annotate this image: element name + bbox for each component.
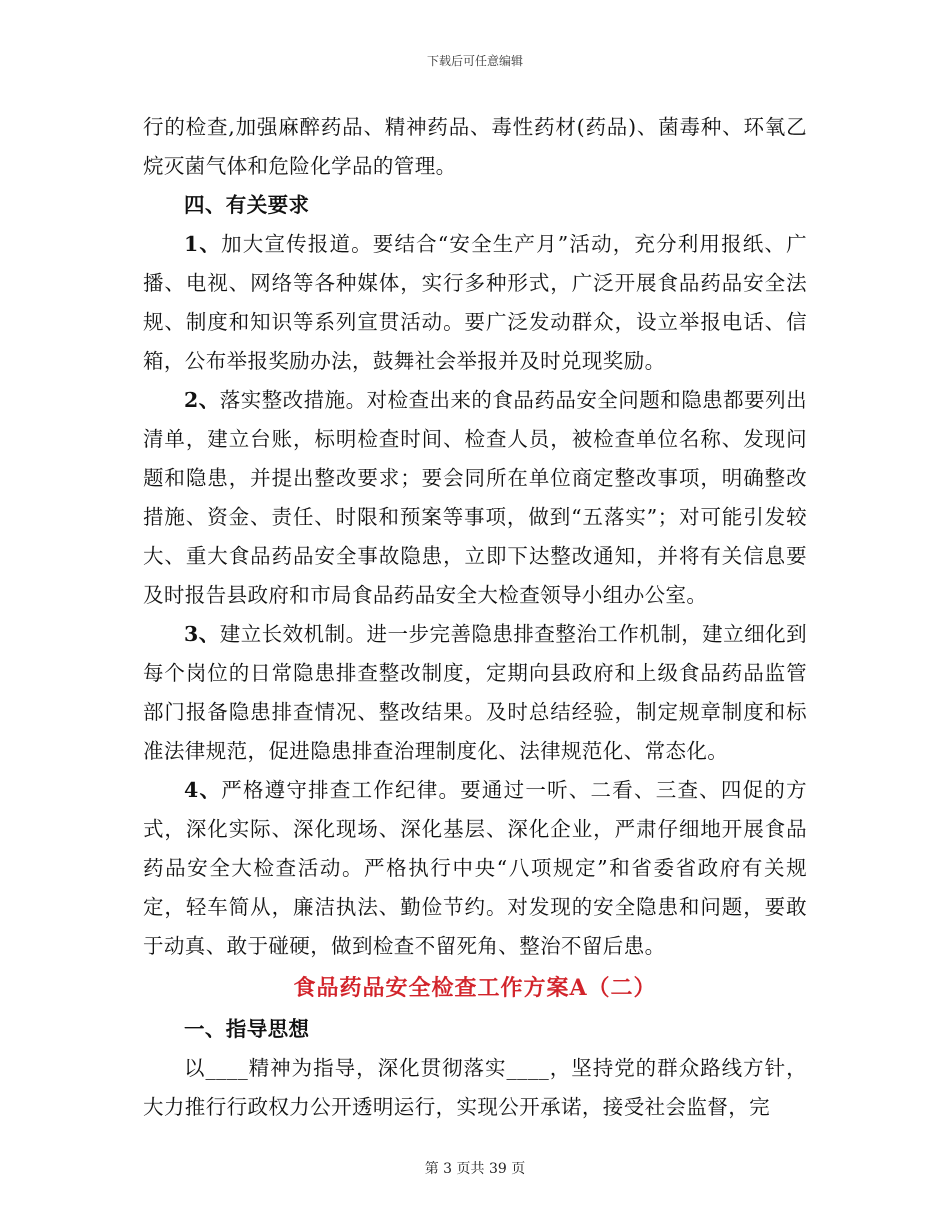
list-item-1-text: 加大宣传报道。要结合“安全生产月”活动，充分利用报纸、广播、电视、网络等各种媒体，实行多种形式，广泛开展食品药品安全法规、制度和知识等系列宣贯活动。要广泛发动群众，设立举报电话、信箱，公布举报奖励办法，鼓舞社会举报并及时兑现奖励。 — [143, 232, 807, 373]
heading-requirements: 四、有关要求 — [184, 193, 310, 217]
document-body — [143, 108, 807, 1127]
list-item-2-text: 落实整改措施。对检查出来的食品药品安全问题和隐患都要列出清单，建立台账，标明检查时间、检查人员，被检查单位名称、发现问题和隐患，并提出整改要求；要会同所在单位商定整改事项，明确整改措施、资金、责任、时限和预案等事项，做到“五落实”；对可能引发较大、重大食品药品安全事故隐患，立即下达整改通知，并将有关信息要及时报告县政府和市局食品药品安全大检查领导小组办公室。 — [143, 388, 807, 607]
list-item-3 — [143, 615, 807, 771]
list-item-2 — [143, 381, 807, 615]
list-item-1 — [143, 225, 807, 381]
page-header: 下载后可任意编辑 — [426, 54, 523, 68]
list-item-4-number: 4、 — [184, 778, 222, 802]
list-item-3-text: 建立长效机制。进一步完善隐患排查整治工作机制，建立细化到每个岗位的日常隐患排查整改制度，定期向县政府和上级食品药品监管部门报备隐患排查情况、整改结果。及时总结经验，制定规章制度和标准法律规范，促进隐患排查治理制度化、法律规范化、常态化。 — [143, 622, 807, 763]
list-item-4-text: 严格遵守排查工作纪律。要通过一听、二看、三查、四促的方式，深化实际、深化现场、深化基层、深化企业，严肃仔细地开展食品药品安全大检查活动。严格执行中央“八项规定”和省委省政府有关规定，轻车简从，廉洁执法、勤俭节约。对发现的安全隐患和问题，要敢于动真、敢于碰硬，做到检查不留死角、整治不留后患。 — [143, 778, 807, 958]
section-title: 食品药品安全检查工作方案A（二） — [293, 975, 657, 1001]
list-item-3-number: 3、 — [184, 622, 220, 646]
list-item-4 — [143, 771, 807, 966]
paragraph-guiding-ideology: 以____精神为指导，深化贯彻落实____，坚持党的群众路线方针，大力推行行政权力公开透明运行，实现公开承诺，接受社会监督，完 — [143, 1056, 807, 1119]
heading-guiding-ideology: 一、指导思想 — [184, 1017, 310, 1041]
page-footer: 第 3 页共 39 页 — [424, 1161, 526, 1177]
list-item-2-number: 2、 — [184, 388, 220, 412]
paragraph-intro: 行的检查,加强麻醉药品、精神药品、毒性药材(药品)、菌毒种、环氧乙烷灭菌气体和危险化学品的管理。 — [143, 115, 807, 178]
list-item-1-number: 1、 — [184, 232, 222, 256]
